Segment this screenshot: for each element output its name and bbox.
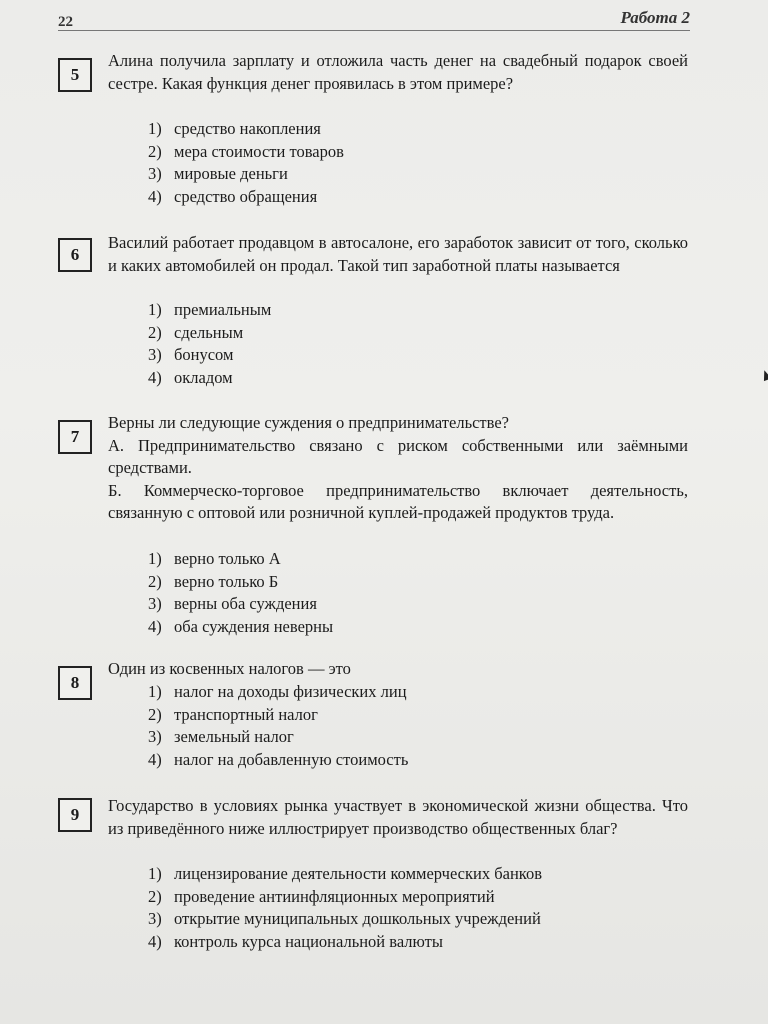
header-rule — [58, 30, 690, 31]
answer-option[interactable] — [148, 186, 708, 209]
question-paragraph: Верны ли следующие суждения о предпринимательстве? — [108, 413, 509, 432]
option-number: 3) — [148, 594, 162, 614]
answer-options — [148, 681, 708, 771]
option-number: 2) — [148, 571, 162, 591]
answer-options — [148, 548, 708, 638]
option-text: проведение антиинфляционных мероприятий — [174, 886, 495, 906]
option-text: сдельным — [174, 322, 244, 342]
question-paragraph: Василий работает продавцом в автосалоне, его заработок зависит от того, сколько и каких автомобилей он продал. Такой тип заработной платы называется — [108, 233, 688, 275]
answer-option[interactable] — [148, 593, 708, 616]
option-number: 4) — [148, 931, 162, 951]
question-text — [108, 658, 688, 681]
option-number: 4) — [148, 186, 162, 206]
statement-b: Б. Коммерческо-торговое предпринимательство включает деятельность, связанную с оптовой или розничной куплей-продажей продуктов труда. — [108, 480, 688, 523]
option-number: 3) — [148, 909, 162, 929]
question-paragraph: Государство в условиях рынка участвует в экономической жизни общества. Что из приведённого ниже иллюстрирует производство общественных благ? — [108, 796, 688, 838]
option-number: 2) — [148, 886, 162, 906]
option-text: премиальным — [174, 300, 272, 319]
task-number-box: 8 — [58, 666, 92, 700]
answer-option[interactable] — [148, 163, 708, 186]
question-text — [108, 412, 688, 525]
option-text: земельный налог — [174, 727, 294, 747]
running-title: Работа 2 — [620, 8, 690, 27]
option-number: 1) — [148, 864, 162, 883]
option-text: средство обращения — [174, 186, 318, 206]
answer-options — [148, 863, 708, 953]
answer-option[interactable] — [148, 616, 708, 639]
option-text: оба суждения неверны — [174, 616, 334, 636]
answer-option[interactable] — [148, 118, 708, 141]
option-number: 4) — [148, 616, 162, 636]
answer-option[interactable] — [148, 141, 708, 164]
option-text: налог на доходы физических лиц — [174, 682, 407, 701]
question-text — [108, 795, 688, 840]
option-text: верно только Б — [174, 571, 279, 591]
option-text: мера стоимости товаров — [174, 141, 344, 161]
option-text: транспортный налог — [174, 704, 318, 724]
page-number: 22 — [58, 14, 73, 30]
statement-a: А. Предпринимательство связано с риском собственными или заёмными средствами. — [108, 435, 688, 478]
option-number: 3) — [148, 727, 162, 747]
option-text: средство накопления — [174, 119, 321, 138]
answer-option[interactable] — [148, 749, 708, 772]
option-number: 1) — [148, 682, 162, 701]
answer-option[interactable] — [148, 931, 708, 954]
task-number-box: 6 — [58, 238, 92, 272]
answer-option[interactable] — [148, 367, 708, 390]
answer-option[interactable] — [148, 681, 708, 704]
page-header — [58, 6, 690, 32]
question-paragraph: Один из косвенных налогов — это — [108, 659, 351, 678]
option-number: 3) — [148, 345, 162, 365]
task-number-box: 7 — [58, 420, 92, 454]
question-text — [108, 50, 688, 95]
answer-option[interactable] — [148, 299, 708, 322]
option-number: 1) — [148, 300, 162, 319]
task-number-box: 5 — [58, 58, 92, 92]
answer-option[interactable] — [148, 344, 708, 367]
option-text: мировые деньги — [174, 164, 288, 184]
option-number: 4) — [148, 749, 162, 769]
mouse-cursor-icon — [761, 369, 768, 381]
option-text: бонусом — [174, 345, 234, 365]
question-paragraph: Алина получила зарплату и отложила часть денег на свадебный подарок своей сестре. Какая функция денег проявилась в этом примере? — [108, 51, 688, 93]
option-number: 2) — [148, 704, 162, 724]
option-number: 2) — [148, 141, 162, 161]
task-number-box: 9 — [58, 798, 92, 832]
option-text: верны оба суждения — [174, 594, 317, 614]
answer-option[interactable] — [148, 863, 708, 886]
option-number: 4) — [148, 367, 162, 387]
answer-option[interactable] — [148, 548, 708, 571]
option-number: 1) — [148, 119, 162, 138]
option-number: 1) — [148, 549, 162, 568]
option-text: открытие муниципальных дошкольных учреждений — [174, 909, 541, 929]
answer-options — [148, 299, 708, 389]
answer-option[interactable] — [148, 322, 708, 345]
answer-option[interactable] — [148, 908, 708, 931]
option-text: верно только А — [174, 549, 281, 568]
answer-option[interactable] — [148, 726, 708, 749]
option-number: 3) — [148, 164, 162, 184]
option-text: окладом — [174, 367, 233, 387]
option-text: лицензирование деятельности коммерческих банков — [174, 864, 542, 883]
question-text — [108, 232, 688, 277]
option-text: контроль курса национальной валюты — [174, 931, 443, 951]
option-text: налог на добавленную стоимость — [174, 749, 409, 769]
answer-option[interactable] — [148, 886, 708, 909]
option-number: 2) — [148, 322, 162, 342]
answer-option[interactable] — [148, 704, 708, 727]
answer-options — [148, 118, 708, 208]
answer-option[interactable] — [148, 571, 708, 594]
